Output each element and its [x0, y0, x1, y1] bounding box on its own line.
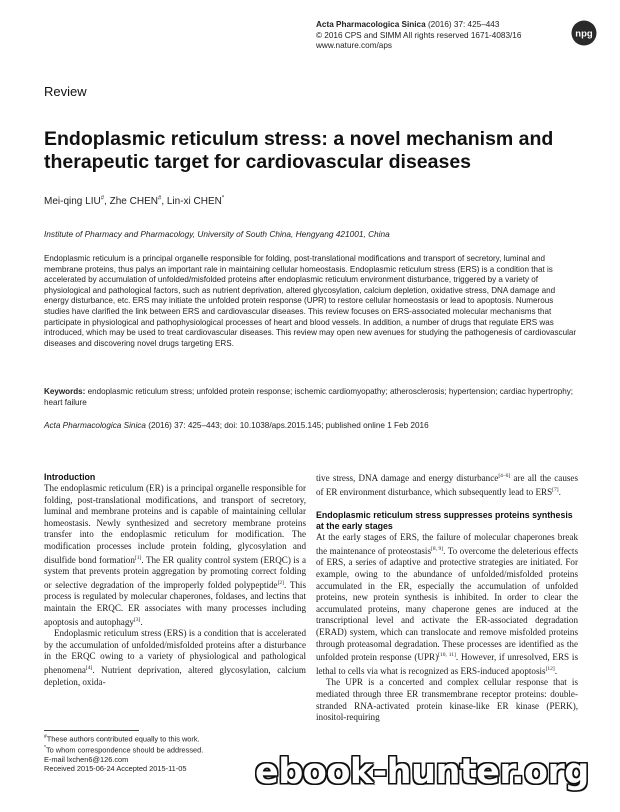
- reference-link[interactable]: [4–6]: [498, 473, 511, 479]
- author-3[interactable]: Lin-xi CHEN*: [166, 196, 225, 208]
- article-title: Endoplasmic reticulum stress: a novel mechanism and therapeutic target for cardiovascular diseases: [44, 128, 554, 173]
- footnote-equal-contribution: #These authors contributed equally to this work.: [44, 734, 200, 744]
- citation-journal: Acta Pharmacologica Sinica: [44, 421, 146, 430]
- body-column-right: [316, 471, 578, 724]
- logo-text: npg: [575, 28, 593, 40]
- keywords-label: Keywords:: [44, 387, 86, 396]
- author-list: [44, 196, 224, 207]
- intro-paragraph-2: Endoplasmic reticulum stress (ERS) is a condition that is accelerated by the accumulation of unfolded/misfolded proteins after a disturbance in the ERQC owing to a variety of physiological and pathological phenomena[4]. Nutrient deprivation, altered glycosylation, calcium depletion, oxida-: [44, 628, 306, 687]
- journal-header: [316, 20, 566, 52]
- reference-link[interactable]: [8, 9]: [431, 545, 444, 552]
- affiliation: Institute of Pharmacy and Pharmacology, University of South China, Hengyang 421001, China: [44, 229, 390, 239]
- reference-link[interactable]: [1]: [134, 554, 142, 561]
- reference-link[interactable]: [3]: [133, 616, 141, 623]
- reference-link[interactable]: [2]: [277, 579, 284, 586]
- journal-name: Acta Pharmacologica Sinica: [316, 20, 426, 29]
- journal-issue: (2016) 37: 425–443: [425, 20, 500, 29]
- watermark: ebook-hunter.org: [255, 752, 589, 792]
- keywords-text: endoplasmic reticulum stress; unfolded protein response; ischemic cardiomyopathy; atherosclerosis; hypertension; cardiac hypertrophy; heart failure: [44, 387, 574, 407]
- intro-paragraph-1: The endoplasmic reticulum (ER) is a principal organelle responsible for folding, post-translational modifications, and transport of secretory, luminal and membrane proteins and is capable of maintaining cellular homeostasis. Newly synthesized and secretory membrane proteins transfer into the endoplasmic reticulum for modification. The modification processes include protein folding, glycosylation and disulfide bond formation[1]. The ER quality control system (ERQC) is a system that prevents protein aggregation by promoting correct folding or selective degradation of the improperly folded polypeptide[2]. This process is regulated by molecular chaperones, foldases, and lectins that maintain the ERQC. ER associates with many processes including apoptosis and autophagy[3].: [44, 483, 306, 627]
- footnote-correspondence: *To whom correspondence should be addressed.: [44, 744, 204, 755]
- journal-url[interactable]: www.nature.com/aps: [316, 41, 392, 50]
- keywords: [44, 387, 580, 408]
- reference-link[interactable]: [10, 11]: [438, 652, 456, 659]
- ers-paragraph-1: At the early stages of ERS, the failure of molecular chaperones break the maintenance of proteostasis[8, 9]. To overcome the deleterious effects of ERS, a series of adaptive and protective strategies are initiated. For example, owing to the abundance of unfolded/misfolded proteins accumulated in the ER, especially the accumulation of unfolded proteins, new protein synthesis is inhibited. In order to clear the accumulated proteins, many chaperone genes are induced at the transcriptional level and activate the ER-associated degradation (ERAD) system, which can translocate and remove misfolded proteins through proteasomal degradation. These processes are identified as the unfolded protein response (UPR)[10, 11]. However, if unresolved, ERS is lethal to cells via what is recognized as ERS-induced apoptosis[12].: [316, 532, 578, 676]
- ers-paragraph-2: The UPR is a concerted and complex cellular response that is mediated through three ER transmembrane receptor proteins: double-stranded RNA-activated protein kinase-like ER kinase (PERK), inositol-requiring: [316, 677, 578, 723]
- reference-link[interactable]: [4]: [85, 665, 93, 671]
- footnote-divider: [44, 730, 139, 731]
- footnote-dates: Received 2015-06-24 Accepted 2015-11-05: [44, 764, 187, 774]
- author-1[interactable]: Mei-qing LIU#,: [44, 196, 110, 208]
- reference-link[interactable]: [12]: [545, 665, 555, 672]
- journal-line: [316, 20, 566, 31]
- citation-details: (2016) 37: 425–443; doi: 10.1038/aps.2015.145; published online 1 Feb 2016: [145, 421, 429, 430]
- section-heading-ers: Endoplasmic reticulum stress suppresses proteins synthesis at the early stages: [316, 510, 573, 532]
- reference-link[interactable]: [7]: [552, 486, 559, 493]
- author-2[interactable]: Zhe CHEN#,: [109, 196, 167, 208]
- body-column-left: [44, 472, 306, 688]
- section-heading-introduction: Introduction: [44, 472, 96, 482]
- npg-logo-icon: [571, 20, 597, 46]
- intro-paragraph-2-continued: tive stress, DNA damage and energy disturbance[4–6] are all the causes of ER environment disturbance, which subsequently lead to ERS[7].: [316, 473, 578, 497]
- copyright-line: © 2016 CPS and SIMM All rights reserved 1671-4083/16: [316, 30, 522, 40]
- abstract: Endoplasmic reticulum is a principal organelle responsible for folding, post-translational modifications and transport of secretory, luminal and membrane proteins, thus palys an important rale in maintaining cellular homeostasis. Endoplasmic reticulum stress (ERS) is a condition that is accelerated by accumulation of unfolded/misfolded proteins after endoplasmic reticulum environment disturbance, triggered by a variety of physiological and pathological factors, such as nutrient deprivation, altered glycosylation, calcium depletion, oxidative stress, DNA damage and energy disturbance, etc. ERS may initiate the unfolded protein response (UPR) to restore cellular homeostasis or lead to apoptosis. Numerous studies have clarified the link between ERS and cardiovascular diseases. This review focuses on ERS-associated molecular mechanisms that participate in physiological and pathophysiological processes of heart and blood vessels. In addition, a number of drugs that regulate ERS was introduced, which may be used to treat cardiovascular diseases. This review may open new avenues for studying the pathogenesis of cardiovascular diseases and discovering novel drugs targeting ERS.: [44, 254, 577, 348]
- citation-line: [44, 421, 429, 430]
- article-type: Review: [44, 84, 87, 99]
- footnote-email[interactable]: E-mail lxchen6@126.com: [44, 754, 129, 764]
